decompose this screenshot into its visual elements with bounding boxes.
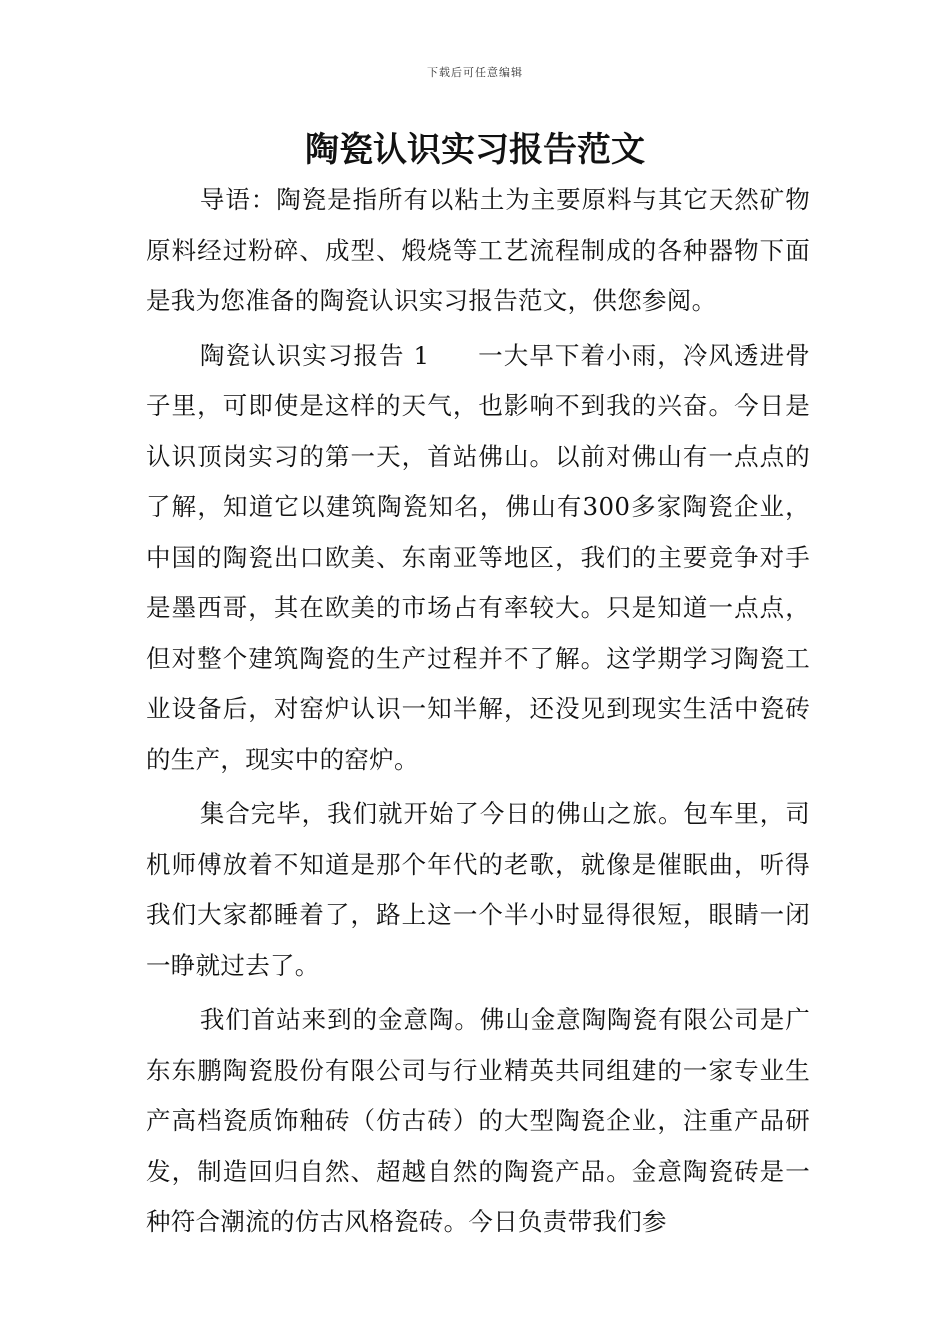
- paragraph-text: 我们首站来到的金意陶。佛山金意陶陶瓷有限公司是广东东鹏陶瓷股份有限公司与行业精英共同组建的一家专业生产高档瓷质饰釉砖（仿古砖）的大型陶瓷企业，注重产品研发，制造回归自然、超越自然的陶瓷产品。金意陶瓷砖是一种符合潮流的仿古风格瓷砖。今日负责带我们参: [146, 1005, 810, 1236]
- intro-paragraph: [146, 175, 810, 327]
- report-paragraph: [146, 331, 810, 786]
- paragraph-text: 一大早下着小雨，冷风透进骨子里，可即使是这样的天气，也影响不到我的兴奋。今日是认识顶岗实习的第一天，首站佛山。以前对佛山有一点点的了解，知道它以建筑陶瓷知名，佛山有300多家陶瓷企业，中国的陶瓷出口欧美、东南亚等地区，我们的主要竞争对手是墨西哥，其在欧美的市场占有率较大。只是知道一点点，但对整个建筑陶瓷的生产过程并不了解。这学期学习陶瓷工业设备后，对窑炉认识一知半解，还没见到现实生活中瓷砖的生产，现实中的窑炉。: [146, 340, 810, 774]
- report-heading: 陶瓷认识实习报告 1: [199, 340, 430, 370]
- body-paragraph: [146, 995, 810, 1248]
- body-paragraph: [146, 789, 810, 991]
- document-body: [146, 175, 810, 1248]
- document-title: 陶瓷认识实习报告范文: [305, 130, 645, 170]
- paragraph-text: 导语：陶瓷是指所有以粘土为主要原料与其它天然矿物原料经过粉碎、成型、煅烧等工艺流程制成的各种器物下面是我为您准备的陶瓷认识实习报告范文，供您参阅。: [146, 185, 810, 315]
- page-header-note: 下载后可任意编辑: [427, 66, 523, 79]
- paragraph-text: 集合完毕，我们就开始了今日的佛山之旅。包车里，司机师傅放着不知道是那个年代的老歌，就像是催眠曲，听得我们大家都睡着了，路上这一个半小时显得很短，眼睛一闭一睁就过去了。: [146, 799, 810, 980]
